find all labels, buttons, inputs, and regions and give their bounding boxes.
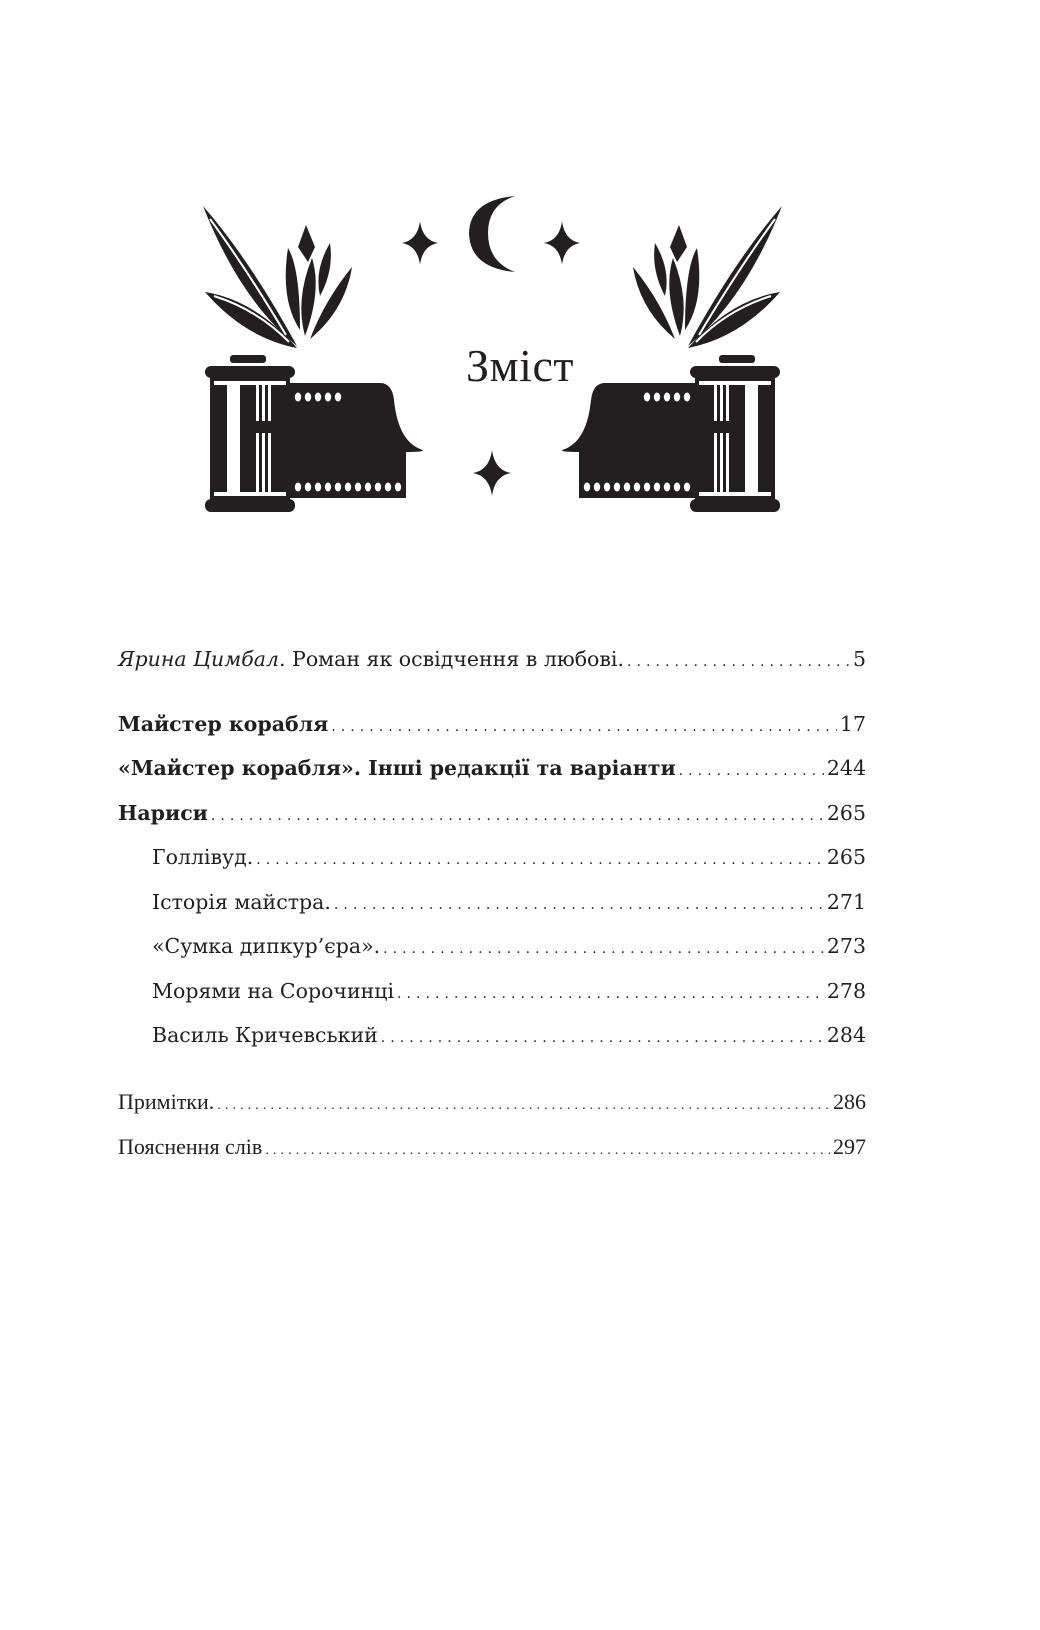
toc-entry-title: Нариси	[118, 801, 208, 825]
toc-entry-other-editions[interactable]	[118, 753, 866, 786]
dot-leader	[383, 934, 824, 964]
dot-leader	[381, 1023, 824, 1053]
toc-entry-title: Пояснення слів	[118, 1134, 263, 1159]
toc-entry-page: 5	[852, 647, 866, 671]
toc-entry-author: Ярина Цимбал.	[118, 647, 286, 671]
toc-entry-foreword[interactable]	[118, 644, 866, 677]
dot-leader	[331, 712, 837, 742]
toc-entry-title: Голлівуд.	[152, 845, 254, 869]
dot-leader	[217, 1091, 830, 1121]
toc-entry-sorochyntsi[interactable]	[152, 976, 866, 1009]
toc-entry-hollywood[interactable]	[152, 842, 866, 875]
toc-entry-master-of-ship[interactable]	[118, 709, 866, 742]
star-icon-bottom	[473, 450, 511, 496]
toc-entry-page: 278	[826, 979, 866, 1003]
toc-entry-title: Історія майстра.	[152, 890, 331, 914]
toc-entry-page: 284	[826, 1023, 866, 1047]
toc-entry-notes[interactable]	[118, 1087, 866, 1121]
toc-entry-page: 17	[839, 712, 866, 736]
star-icon-left	[402, 221, 438, 264]
toc-entry-page: 265	[826, 845, 866, 869]
toc-entry-page: 297	[833, 1134, 866, 1159]
toc-entry-title: Примітки.	[118, 1089, 215, 1114]
toc-entry-page: 271	[826, 890, 866, 914]
crescent-moon-icon	[469, 196, 515, 272]
toc-entry-title: «Майстер корабля». Інші редакції та варіанти	[118, 756, 676, 780]
toc-entry-title: Морями на Сорочинці	[152, 979, 395, 1003]
toc-entry-title: Василь Кричевський	[152, 1023, 378, 1047]
toc-entry-title: Роман як освідчення в любові.	[285, 647, 625, 671]
dot-leader	[265, 1136, 830, 1166]
dot-leader	[627, 647, 850, 677]
toc-entry-page: 286	[833, 1089, 866, 1114]
header-ornament	[0, 0, 1040, 560]
page-title: Зміст	[466, 340, 574, 391]
dot-leader	[334, 890, 824, 920]
toc-entry-masters-story[interactable]	[152, 887, 866, 920]
toc-entry-page: 265	[826, 801, 866, 825]
toc-entry-courier-bag[interactable]	[152, 931, 866, 964]
toc-entry-page: 244	[826, 756, 866, 780]
star-icon-right	[544, 221, 580, 264]
dot-leader	[397, 979, 824, 1009]
dot-leader	[211, 801, 824, 831]
toc-entry-glossary[interactable]	[118, 1132, 866, 1166]
dot-leader	[679, 756, 824, 786]
toc-entry-essays[interactable]	[118, 798, 866, 831]
toc-entry-title: «Сумка дипкур’єра».	[152, 934, 381, 958]
toc-entry-page: 273	[826, 934, 866, 958]
dot-leader	[256, 845, 824, 875]
toc-entry-title: Майстер корабля	[118, 712, 329, 736]
toc-entry-krychevsky[interactable]	[152, 1020, 866, 1053]
